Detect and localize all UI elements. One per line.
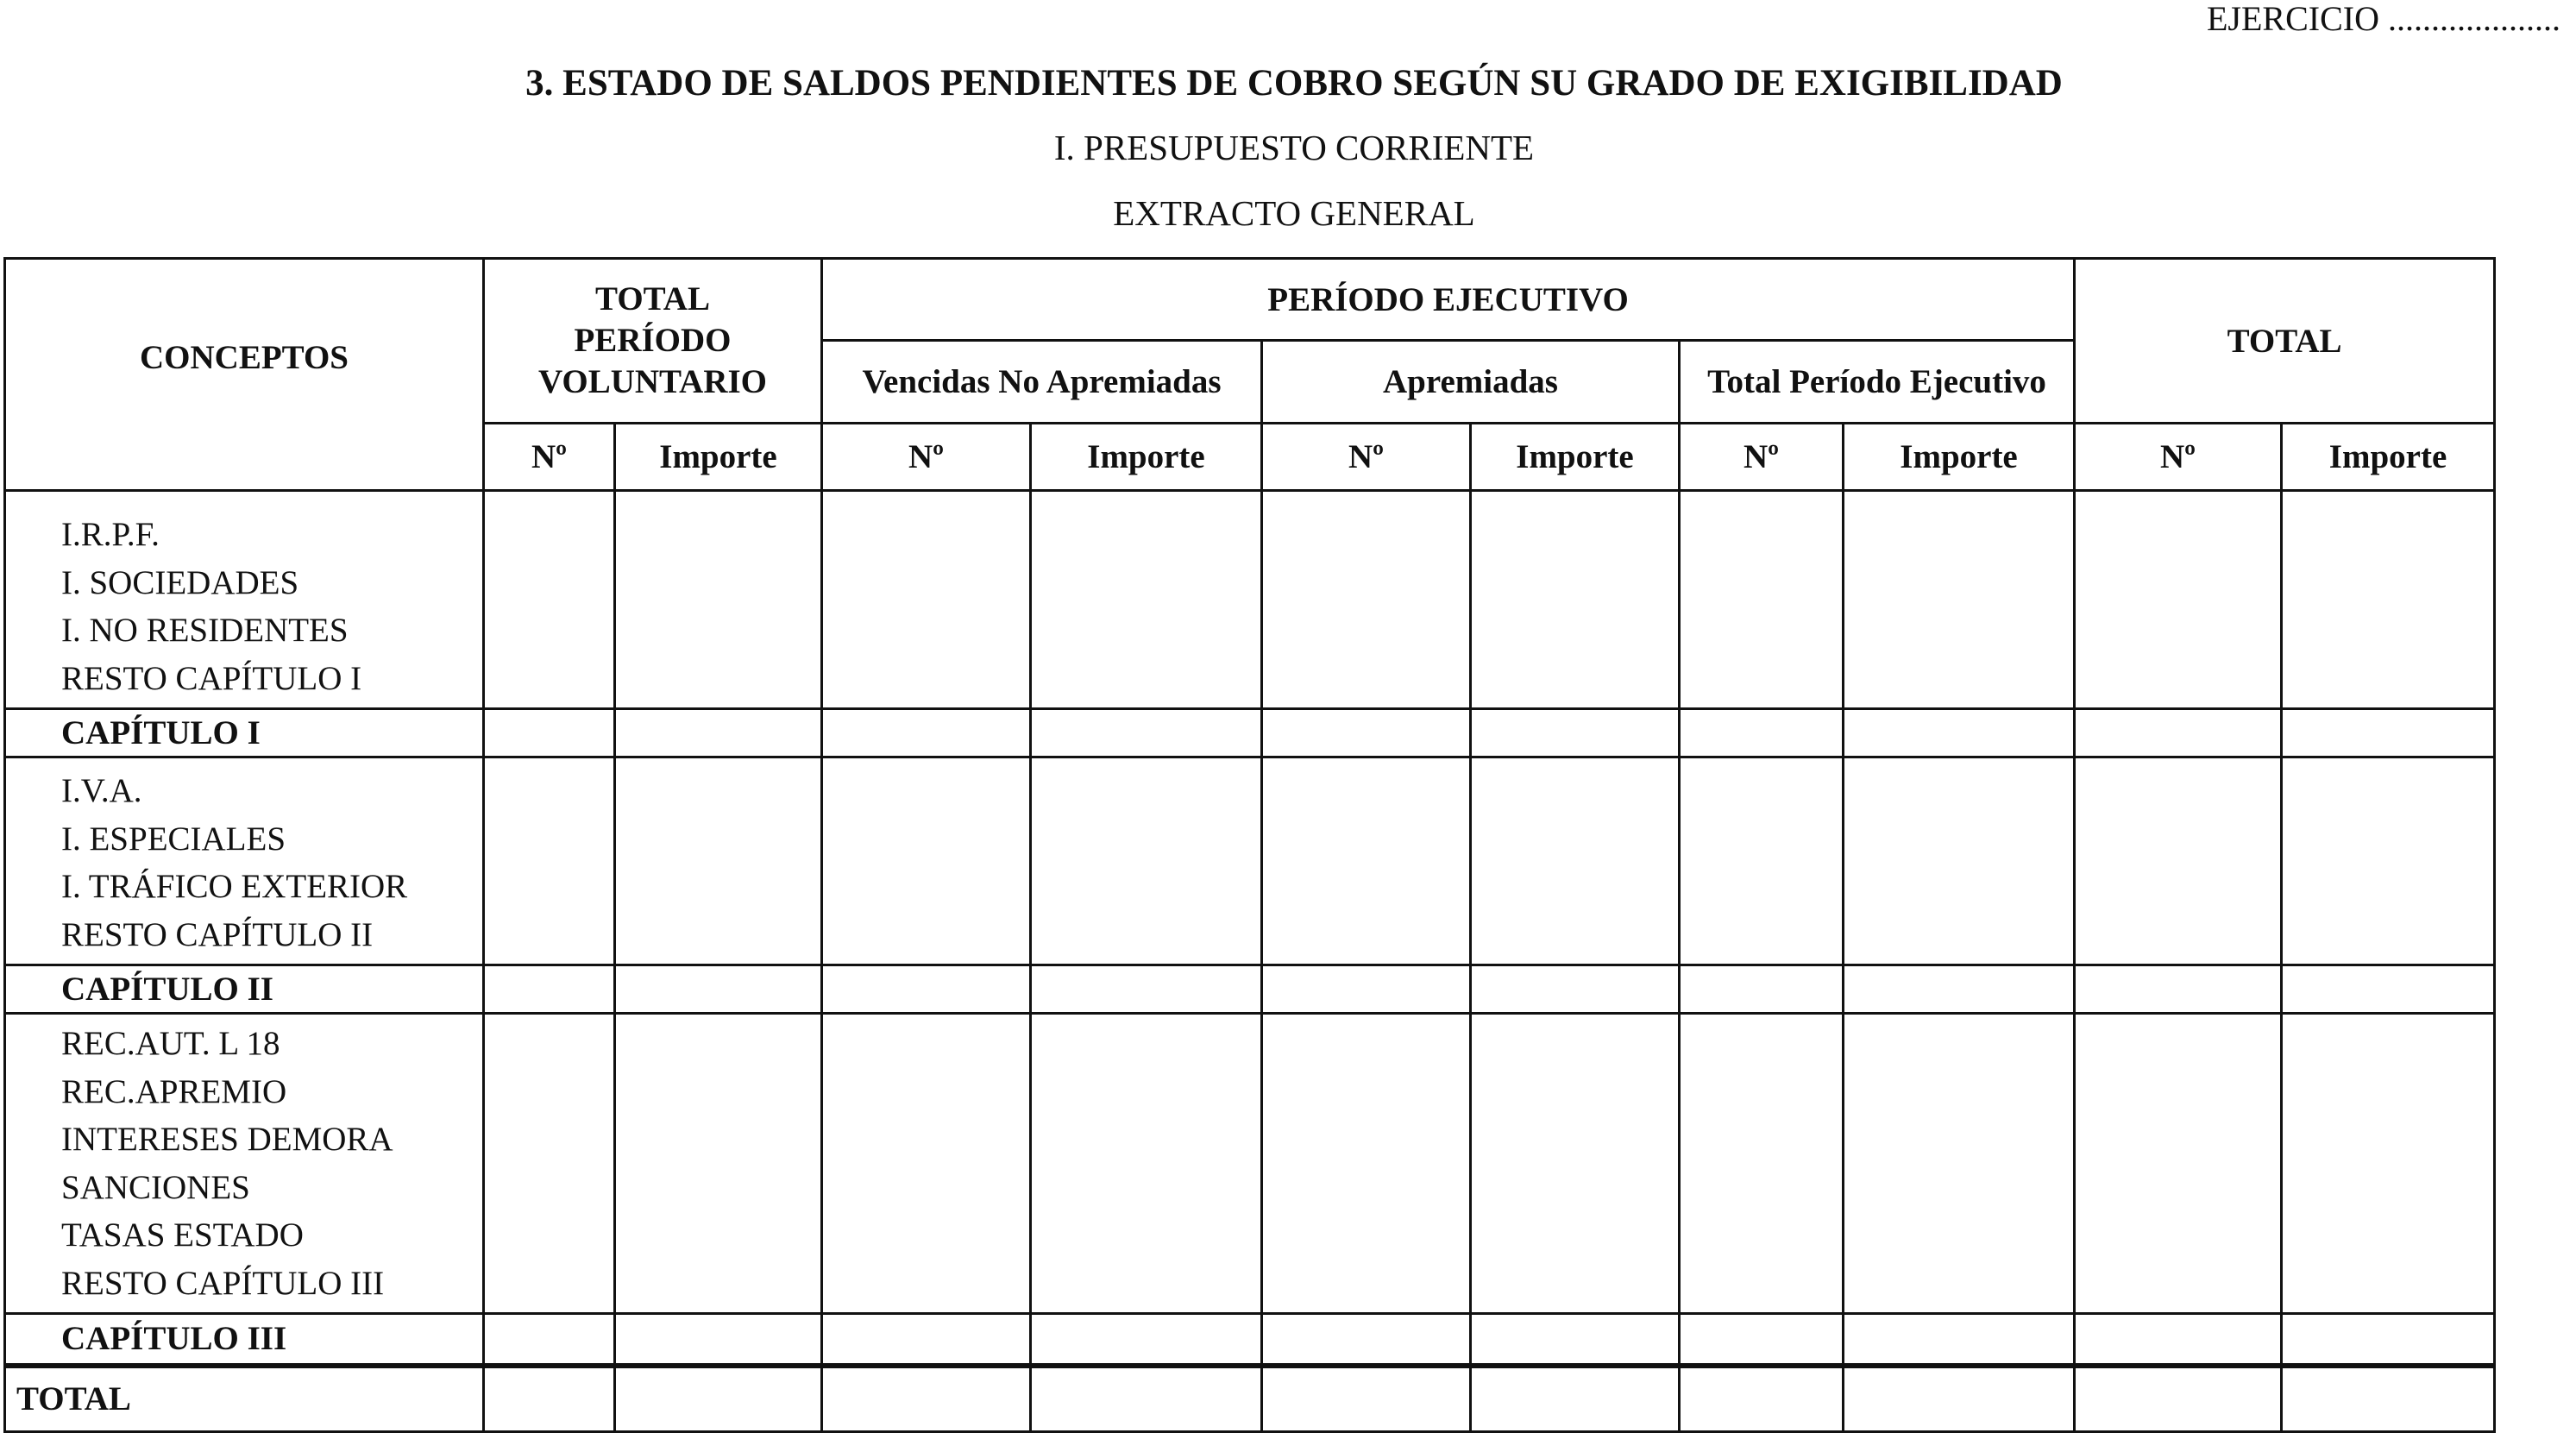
value-cell[interactable] bbox=[1471, 965, 1680, 1014]
subheader-num: Nº bbox=[484, 424, 615, 491]
subheader-importe: Importe bbox=[2282, 424, 2495, 491]
value-cell[interactable] bbox=[2282, 1314, 2495, 1366]
chapter-label: CAPÍTULO III bbox=[5, 1314, 484, 1366]
value-cell[interactable] bbox=[1262, 709, 1471, 757]
concept-group-row bbox=[5, 757, 2495, 965]
value-cell[interactable] bbox=[1844, 1014, 2075, 1314]
value-cell[interactable] bbox=[2282, 1366, 2495, 1432]
value-cell[interactable] bbox=[1262, 491, 1471, 709]
value-cell[interactable] bbox=[1680, 1314, 1844, 1366]
value-cell[interactable] bbox=[2075, 1314, 2282, 1366]
header-total-ejecutivo: Total Período Ejecutivo bbox=[1680, 341, 2075, 424]
concept-item: TASAS ESTADO bbox=[61, 1216, 304, 1254]
value-cell[interactable] bbox=[822, 491, 1031, 709]
total-row bbox=[5, 1366, 2495, 1432]
value-cell[interactable] bbox=[1471, 757, 1680, 965]
value-cell[interactable] bbox=[822, 1314, 1031, 1366]
value-cell[interactable] bbox=[1031, 757, 1262, 965]
value-cell[interactable] bbox=[822, 709, 1031, 757]
value-cell[interactable] bbox=[1844, 965, 2075, 1014]
value-cell[interactable] bbox=[615, 1314, 822, 1366]
subheader-num: Nº bbox=[2075, 424, 2282, 491]
value-cell[interactable] bbox=[1471, 1366, 1680, 1432]
subheader-importe: Importe bbox=[1471, 424, 1680, 491]
value-cell[interactable] bbox=[1471, 1014, 1680, 1314]
concept-group-row bbox=[5, 491, 2495, 709]
value-cell[interactable] bbox=[1471, 491, 1680, 709]
value-cell[interactable] bbox=[2075, 491, 2282, 709]
value-cell[interactable] bbox=[1844, 1314, 2075, 1366]
concept-group-3 bbox=[5, 1014, 484, 1314]
value-cell[interactable] bbox=[484, 1014, 615, 1314]
value-cell[interactable] bbox=[1680, 1014, 1844, 1314]
chapter-label: CAPÍTULO II bbox=[5, 965, 484, 1014]
concept-item: RESTO CAPÍTULO I bbox=[61, 659, 362, 697]
concept-item: I. ESPECIALES bbox=[61, 820, 286, 858]
value-cell[interactable] bbox=[2282, 491, 2495, 709]
concept-item: I. SOCIEDADES bbox=[61, 563, 299, 601]
concept-group-row bbox=[5, 1014, 2495, 1314]
value-cell[interactable] bbox=[615, 757, 822, 965]
header-total: TOTAL bbox=[2075, 259, 2495, 424]
value-cell[interactable] bbox=[1262, 1014, 1471, 1314]
value-cell[interactable] bbox=[1262, 1314, 1471, 1366]
value-cell[interactable] bbox=[2282, 757, 2495, 965]
value-cell[interactable] bbox=[484, 491, 615, 709]
value-cell[interactable] bbox=[822, 757, 1031, 965]
subheader-importe: Importe bbox=[1031, 424, 1262, 491]
concept-item: I. NO RESIDENTES bbox=[61, 612, 349, 649]
header-apremiadas: Apremiadas bbox=[1262, 341, 1680, 424]
concept-item: INTERESES DEMORA bbox=[61, 1121, 393, 1158]
value-cell[interactable] bbox=[484, 965, 615, 1014]
value-cell[interactable] bbox=[1262, 757, 1471, 965]
value-cell[interactable] bbox=[2075, 1366, 2282, 1432]
value-cell[interactable] bbox=[2282, 709, 2495, 757]
value-cell[interactable] bbox=[822, 965, 1031, 1014]
header-total-voluntario: TOTAL PERÍODO VOLUNTARIO bbox=[484, 259, 822, 424]
document-subtitle-extract: EXTRACTO GENERAL bbox=[1113, 193, 1475, 233]
value-cell[interactable] bbox=[615, 1014, 822, 1314]
value-cell[interactable] bbox=[1680, 709, 1844, 757]
subheader-importe: Importe bbox=[1844, 424, 2075, 491]
header-vencidas: Vencidas No Apremiadas bbox=[822, 341, 1262, 424]
value-cell[interactable] bbox=[1680, 757, 1844, 965]
concept-item: I.V.A. bbox=[61, 772, 142, 809]
value-cell[interactable] bbox=[1844, 1366, 2075, 1432]
concept-item: I.R.P.F. bbox=[61, 516, 160, 553]
document-subtitle-budget: I. PRESUPUESTO CORRIENTE bbox=[1053, 128, 1535, 167]
value-cell[interactable] bbox=[822, 1014, 1031, 1314]
value-cell[interactable] bbox=[1680, 491, 1844, 709]
value-cell[interactable] bbox=[1031, 709, 1262, 757]
value-cell[interactable] bbox=[2075, 1014, 2282, 1314]
value-cell[interactable] bbox=[1031, 1314, 1262, 1366]
value-cell[interactable] bbox=[615, 709, 822, 757]
value-cell[interactable] bbox=[484, 1314, 615, 1366]
concept-item: RESTO CAPÍTULO III bbox=[61, 1264, 385, 1302]
value-cell[interactable] bbox=[1844, 709, 2075, 757]
value-cell[interactable] bbox=[1031, 965, 1262, 1014]
concept-item: REC.AUT. L 18 bbox=[61, 1025, 280, 1062]
subheader-num: Nº bbox=[822, 424, 1031, 491]
value-cell[interactable] bbox=[1031, 1366, 1262, 1432]
balances-table bbox=[3, 257, 2496, 1433]
header-conceptos: CONCEPTOS bbox=[5, 259, 484, 491]
value-cell[interactable] bbox=[1262, 965, 1471, 1014]
document-title: 3. ESTADO DE SALDOS PENDIENTES DE COBRO SEGÚN SU GRADO DE EXIGIBILIDAD bbox=[525, 63, 2063, 104]
value-cell[interactable] bbox=[1680, 1366, 1844, 1432]
concept-item: I. TRÁFICO EXTERIOR bbox=[61, 868, 408, 905]
value-cell[interactable] bbox=[2075, 709, 2282, 757]
ejercicio-label: EJERCICIO .................... bbox=[2207, 0, 2560, 38]
value-cell[interactable] bbox=[484, 1366, 615, 1432]
value-cell[interactable] bbox=[1844, 757, 2075, 965]
value-cell[interactable] bbox=[1471, 709, 1680, 757]
value-cell[interactable] bbox=[2075, 757, 2282, 965]
value-cell[interactable] bbox=[484, 757, 615, 965]
chapter-row bbox=[5, 1314, 2495, 1366]
value-cell[interactable] bbox=[1680, 965, 1844, 1014]
value-cell[interactable] bbox=[1844, 491, 2075, 709]
subheader-num: Nº bbox=[1680, 424, 1844, 491]
value-cell[interactable] bbox=[1031, 1014, 1262, 1314]
value-cell[interactable] bbox=[1262, 1366, 1471, 1432]
chapter-row bbox=[5, 965, 2495, 1014]
chapter-label: CAPÍTULO I bbox=[5, 709, 484, 757]
total-label: TOTAL bbox=[5, 1366, 484, 1432]
concept-item: SANCIONES bbox=[61, 1168, 250, 1206]
value-cell[interactable] bbox=[484, 709, 615, 757]
header-periodo-ejecutivo: PERÍODO EJECUTIVO bbox=[822, 259, 2075, 341]
value-cell[interactable] bbox=[2282, 1014, 2495, 1314]
chapter-row bbox=[5, 709, 2495, 757]
value-cell[interactable] bbox=[822, 1366, 1031, 1432]
value-cell[interactable] bbox=[615, 1366, 822, 1432]
concept-item: RESTO CAPÍTULO II bbox=[61, 915, 374, 953]
subheader-num: Nº bbox=[1262, 424, 1471, 491]
value-cell[interactable] bbox=[2075, 965, 2282, 1014]
concept-group-1 bbox=[5, 491, 484, 709]
value-cell[interactable] bbox=[2282, 965, 2495, 1014]
concept-group-2 bbox=[5, 757, 484, 965]
concept-item: REC.APREMIO bbox=[61, 1072, 287, 1110]
value-cell[interactable] bbox=[615, 965, 822, 1014]
value-cell[interactable] bbox=[615, 491, 822, 709]
subheader-importe: Importe bbox=[615, 424, 822, 491]
value-cell[interactable] bbox=[1471, 1314, 1680, 1366]
value-cell[interactable] bbox=[1031, 491, 1262, 709]
